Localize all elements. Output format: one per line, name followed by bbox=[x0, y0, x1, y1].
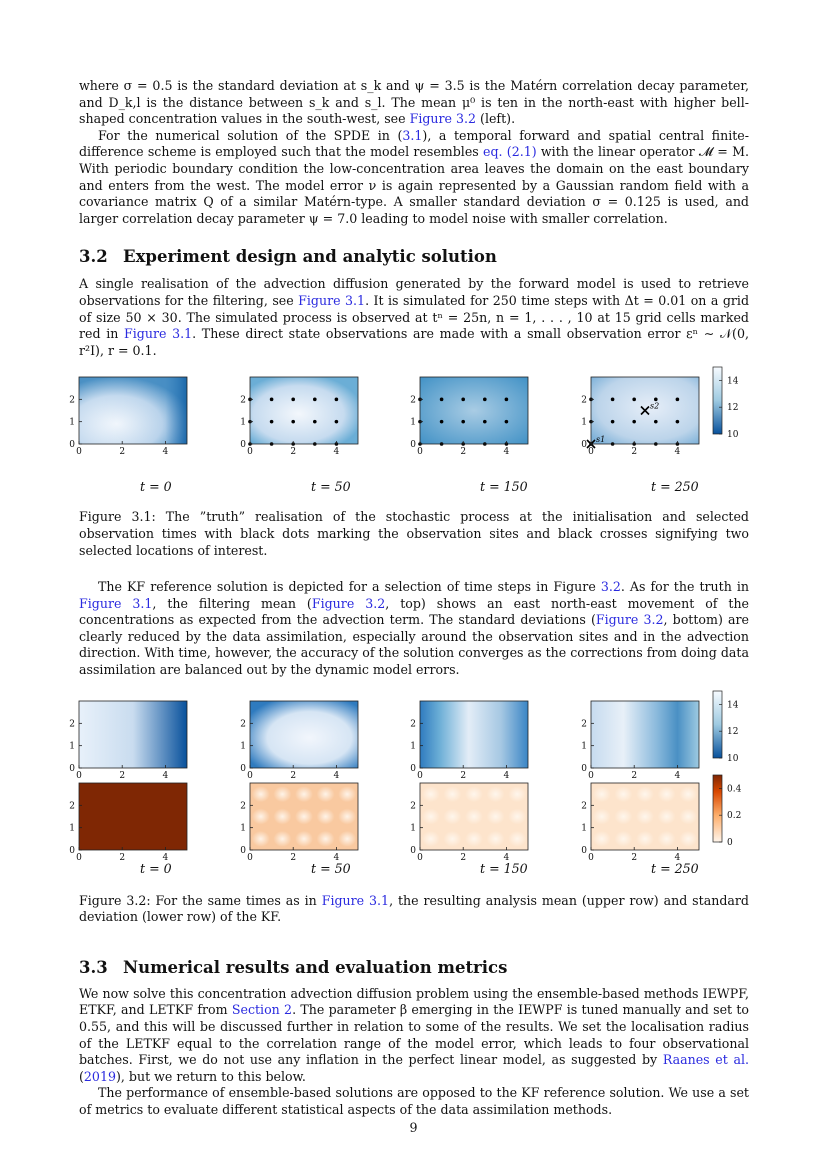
kf-std-spot bbox=[317, 830, 335, 846]
kf-std-spot bbox=[636, 786, 654, 802]
kf-std-ytick-label: 1 bbox=[581, 823, 587, 834]
kf-std-colorbar-label: 0.2 bbox=[727, 810, 742, 821]
truth-xtick-label: 2 bbox=[631, 447, 638, 458]
link-eq-3-1[interactable]: 3.1 bbox=[402, 127, 423, 143]
kf-std-spot bbox=[273, 808, 291, 824]
observation-site bbox=[270, 398, 274, 402]
figure-3-1-svg bbox=[69, 367, 749, 479]
kf-std-spot bbox=[465, 808, 483, 824]
kf-mean-xtick-label: 0 bbox=[76, 770, 82, 781]
kf-std-spot bbox=[338, 830, 356, 846]
kf-mean-xtick-label: 2 bbox=[631, 770, 638, 781]
kf-std-xtick-label: 4 bbox=[333, 852, 340, 863]
kf-std-heatmap bbox=[79, 783, 187, 850]
time-label-t50: t = 50 bbox=[311, 860, 351, 876]
kf-std-spot bbox=[338, 786, 356, 802]
kf-std-xtick-label: 2 bbox=[460, 852, 467, 863]
kf-mean-ytick-label: 2 bbox=[240, 718, 246, 729]
figure-3-2 bbox=[69, 691, 749, 879]
observation-site bbox=[632, 398, 636, 402]
truth-ytick-label: 1 bbox=[410, 417, 416, 428]
truth-colorbar-label: 12 bbox=[727, 403, 739, 414]
kf-std-spot bbox=[295, 830, 313, 846]
section-heading-3-3: 3.3 Numerical results and evaluation metrics bbox=[79, 957, 508, 977]
kf-std-spot bbox=[252, 808, 270, 824]
kf-mean-xtick-label: 4 bbox=[333, 770, 340, 781]
kf-std-colorbar-label: 0.4 bbox=[727, 784, 742, 795]
kf-std-ytick-label: 2 bbox=[581, 800, 587, 811]
kf-std-spot bbox=[614, 830, 632, 846]
kf-std-spot bbox=[317, 786, 335, 802]
kf-std-spot bbox=[614, 786, 632, 802]
location-label: s2 bbox=[650, 401, 660, 411]
kf-panel bbox=[69, 701, 187, 863]
truth-xtick-label: 0 bbox=[417, 447, 423, 458]
kf-mean-xtick-label: 0 bbox=[247, 770, 253, 781]
observation-site bbox=[461, 398, 465, 402]
kf-std-ytick-label: 0 bbox=[581, 845, 587, 856]
truth-xtick-label: 4 bbox=[674, 447, 681, 458]
truth-xtick-label: 4 bbox=[333, 447, 340, 458]
kf-mean-xtick-label: 0 bbox=[588, 770, 594, 781]
truth-ytick-label: 1 bbox=[581, 417, 587, 428]
observation-site bbox=[313, 420, 317, 424]
kf-std-spot bbox=[508, 830, 526, 846]
kf-std-spot bbox=[508, 786, 526, 802]
kf-mean-heatmap bbox=[591, 701, 699, 768]
kf-mean-ytick-label: 1 bbox=[240, 741, 246, 752]
link-figure-3-2c[interactable]: Figure 3.2 bbox=[595, 612, 664, 628]
kf-mean-ytick-label: 0 bbox=[581, 763, 587, 774]
kf-std-spot bbox=[593, 786, 611, 802]
truth-heatmap-overlay bbox=[79, 377, 187, 444]
truth-ytick-label: 2 bbox=[69, 395, 75, 406]
time-label-t0: t = 0 bbox=[140, 860, 172, 876]
paragraph-6: The performance of ensemble-based solutions are opposed to the KF reference solution. We use a set of metrics to evaluate different statistical aspects of the data assimilation methods. bbox=[79, 1085, 749, 1117]
kf-mean-colorbar-label: 12 bbox=[727, 726, 739, 737]
kf-std-spot bbox=[443, 830, 461, 846]
figure-3-1 bbox=[69, 367, 749, 497]
link-eq-2-1[interactable]: eq. (2.1) bbox=[483, 144, 537, 160]
kf-mean-xtick-label: 4 bbox=[162, 770, 169, 781]
observation-site bbox=[270, 420, 274, 424]
figure-3-2-svg bbox=[69, 691, 749, 863]
truth-panel bbox=[410, 377, 528, 457]
kf-std-spot bbox=[508, 808, 526, 824]
kf-std-spot bbox=[443, 808, 461, 824]
kf-std-spot bbox=[317, 808, 335, 824]
truth-xtick-label: 2 bbox=[119, 447, 126, 458]
observation-site bbox=[440, 420, 444, 424]
kf-mean-xtick-label: 2 bbox=[119, 770, 126, 781]
figure-3-1-time-labels bbox=[79, 479, 749, 497]
kf-std-xtick-label: 2 bbox=[119, 852, 126, 863]
kf-mean-heatmap bbox=[420, 701, 528, 768]
kf-mean-ytick-label: 1 bbox=[410, 741, 416, 752]
kf-std-spot bbox=[422, 808, 440, 824]
observation-site bbox=[632, 420, 636, 424]
kf-std-spot bbox=[614, 808, 632, 824]
kf-mean-xtick-label: 4 bbox=[503, 770, 510, 781]
observation-site bbox=[676, 420, 680, 424]
section-heading-3-2: 3.2 Experiment design and analytic solution bbox=[79, 247, 497, 267]
truth-xtick-label: 0 bbox=[247, 447, 253, 458]
kf-std-xtick-label: 0 bbox=[588, 852, 594, 863]
kf-mean-xtick-label: 2 bbox=[460, 770, 467, 781]
truth-ytick-label: 0 bbox=[240, 440, 246, 451]
paragraph-2: For the numerical solution of the SPDE in (3.1), a temporal forward and spatial central finite-difference scheme is employed such that the model resembles eq. (2.1) with the linear operator 𝓜 = M. With periodic boundary condition the low-concentration area leaves the domain on the east boundary and enters from the west. The model error ν is again represented by a Gaussian random field with a covariance matrix Q of a similar Matérn-type. A smaller standard deviation σ = 0.125 is used, and larger correlation decay parameter ψ = 7.0 leading to model noise with smaller correlation. bbox=[79, 127, 749, 226]
kf-std-ytick-label: 1 bbox=[69, 823, 75, 834]
kf-std-xtick-label: 2 bbox=[631, 852, 638, 863]
observation-site bbox=[483, 398, 487, 402]
kf-std-xtick-label: 0 bbox=[247, 852, 253, 863]
link-figure-3-1[interactable]: Figure 3.1 bbox=[298, 292, 366, 308]
time-label-t0: t = 0 bbox=[140, 479, 172, 495]
kf-std-ytick-label: 0 bbox=[69, 845, 75, 856]
truth-xtick-label: 2 bbox=[290, 447, 297, 458]
time-label-t50: t = 50 bbox=[311, 479, 351, 495]
truth-xtick-label: 2 bbox=[460, 447, 467, 458]
link-figure-3-1b[interactable]: Figure 3.1 bbox=[124, 326, 193, 342]
truth-panel bbox=[240, 377, 358, 457]
kf-mean-ytick-label: 2 bbox=[69, 718, 75, 729]
truth-heatmap bbox=[250, 377, 358, 444]
kf-std-ytick-label: 2 bbox=[240, 800, 246, 811]
kf-std-spot bbox=[465, 786, 483, 802]
kf-mean-ytick-label: 1 bbox=[581, 741, 587, 752]
observation-site bbox=[461, 420, 465, 424]
kf-mean-xtick-label: 2 bbox=[290, 770, 297, 781]
kf-mean-heatmap bbox=[79, 701, 187, 768]
truth-ytick-label: 1 bbox=[69, 417, 75, 428]
truth-xtick-label: 0 bbox=[76, 447, 82, 458]
page-number: 9 bbox=[409, 1120, 418, 1135]
kf-panel bbox=[240, 701, 358, 863]
page-body bbox=[69, 78, 750, 1119]
kf-std-spot bbox=[636, 808, 654, 824]
truth-xtick-label: 4 bbox=[503, 447, 510, 458]
kf-std-ytick-label: 0 bbox=[410, 845, 416, 856]
kf-mean-colorbar bbox=[713, 691, 722, 758]
kf-std-spot bbox=[658, 808, 676, 824]
figure-3-2-time-labels bbox=[79, 861, 749, 879]
kf-std-colorbar bbox=[713, 775, 722, 842]
kf-std-spot bbox=[658, 830, 676, 846]
paragraph-5: We now solve this concentration advection diffusion problem using the ensemble-based methods IEWPF, ETKF, and LETKF from Section 2. The parameter β emerging in the IEWPF is tuned manually and set to 0.55, and this will be discussed further in relation to some of the results. We set the localisation radius of the LETKF equal to the correlation range of the model error, which leads to four observational batches. First, we do not use any inflation in the perfect linear model, as suggested by Raanes et al. (2019), but we return to this below. bbox=[79, 985, 749, 1084]
kf-mean-xtick-label: 0 bbox=[417, 770, 423, 781]
truth-colorbar bbox=[713, 367, 722, 434]
kf-std-spot bbox=[487, 830, 505, 846]
truth-colorbar-label: 14 bbox=[727, 376, 739, 387]
link-3-2[interactable]: 3.2 bbox=[600, 579, 621, 595]
kf-mean-ytick-label: 1 bbox=[69, 741, 75, 752]
kf-std-ytick-label: 2 bbox=[410, 800, 416, 811]
kf-std-spot bbox=[487, 786, 505, 802]
truth-panel bbox=[581, 377, 699, 457]
kf-std-spot bbox=[636, 830, 654, 846]
link-2019[interactable]: 2019 bbox=[83, 1068, 116, 1084]
kf-std-spot bbox=[338, 808, 356, 824]
kf-std-spot bbox=[295, 808, 313, 824]
observation-site bbox=[440, 398, 444, 402]
time-label-t150: t = 150 bbox=[480, 860, 528, 876]
figure-3-1-caption: Figure 3.1: The ”truth” realisation of the stochastic process at the initialisation and selected observation times with black dots marking the observation sites and black crosses signifying two selected locations of interest. bbox=[79, 509, 749, 558]
kf-mean-xtick-label: 4 bbox=[674, 770, 681, 781]
time-label-t150: t = 150 bbox=[480, 479, 528, 495]
kf-std-spot bbox=[593, 808, 611, 824]
kf-std-spot bbox=[658, 786, 676, 802]
kf-std-xtick-label: 4 bbox=[503, 852, 510, 863]
kf-std-spot bbox=[252, 830, 270, 846]
observation-site bbox=[335, 398, 339, 402]
kf-mean-ytick-label: 0 bbox=[240, 763, 246, 774]
truth-ytick-label: 0 bbox=[410, 440, 416, 451]
location-label: s1 bbox=[596, 435, 606, 445]
kf-std-xtick-label: 0 bbox=[417, 852, 423, 863]
truth-heatmap bbox=[420, 377, 528, 444]
kf-std-spot bbox=[465, 830, 483, 846]
kf-std-spot bbox=[487, 808, 505, 824]
truth-ytick-label: 2 bbox=[410, 395, 416, 406]
time-label-t250: t = 250 bbox=[651, 479, 699, 495]
truth-ytick-label: 2 bbox=[581, 395, 587, 406]
kf-std-spot bbox=[679, 830, 697, 846]
kf-std-spot bbox=[593, 830, 611, 846]
kf-mean-colorbar-label: 14 bbox=[727, 700, 739, 711]
truth-ytick-label: 0 bbox=[581, 440, 587, 451]
observation-site bbox=[505, 420, 509, 424]
kf-std-colorbar-label: 0 bbox=[727, 837, 733, 848]
link-figure-3-1d[interactable]: Figure 3.1 bbox=[321, 892, 390, 908]
link-raanes[interactable]: Raanes et al. bbox=[662, 1052, 749, 1068]
kf-std-spot bbox=[273, 786, 291, 802]
kf-std-xtick-label: 4 bbox=[674, 852, 681, 863]
kf-mean-ytick-label: 0 bbox=[69, 763, 75, 774]
kf-std-spot bbox=[443, 786, 461, 802]
observation-site bbox=[291, 398, 295, 402]
observation-site bbox=[676, 398, 680, 402]
kf-panel bbox=[410, 701, 528, 863]
kf-std-ytick-label: 1 bbox=[410, 823, 416, 834]
truth-ytick-label: 0 bbox=[69, 440, 75, 451]
truth-xtick-label: 4 bbox=[162, 447, 169, 458]
observation-site bbox=[291, 420, 295, 424]
paragraph-3: A single realisation of the advection diffusion generated by the forward model is used to retrieve observations for the filtering, see Figure 3.1. It is simulated for 250 time steps with Δt = 0.01 on a grid of size 50 × 30. The simulated process is observed at tⁿ = 25n, n = 1, . . . , 10 at 15 grid cells marked red in Figure 3.1. These direct state observations are made with a small observation error εⁿ ∼ 𝒩(0, r²I), r = 0.1. bbox=[79, 276, 750, 358]
link-section-2[interactable]: Section 2 bbox=[231, 1002, 293, 1018]
observation-site bbox=[335, 420, 339, 424]
kf-std-xtick-label: 4 bbox=[162, 852, 169, 863]
link-figure-3-1c[interactable]: Figure 3.1 bbox=[79, 595, 153, 611]
kf-std-spot bbox=[422, 830, 440, 846]
kf-std-spot bbox=[273, 830, 291, 846]
observation-site bbox=[611, 420, 615, 424]
link-figure-3-2[interactable]: Figure 3.2 bbox=[409, 111, 477, 127]
kf-panel bbox=[581, 701, 699, 863]
kf-std-xtick-label: 0 bbox=[76, 852, 82, 863]
kf-mean-ytick-label: 0 bbox=[410, 763, 416, 774]
paragraph-1: where σ = 0.5 is the standard deviation at s_k and ψ = 3.5 is the Matérn correlation decay parameter, and D_k,l is the distance between s_k and s_l. The mean μ⁰ is ten in the north-east with higher bell-shaped concentration values in the south-west, see Figure 3.2 (left). bbox=[79, 78, 749, 127]
truth-ytick-label: 2 bbox=[240, 395, 246, 406]
kf-mean-ytick-label: 2 bbox=[581, 718, 587, 729]
figure-3-2-caption: Figure 3.2: For the same times as in Figure 3.1, the resulting analysis mean (upper row) and standard deviation (lower row) of the KF. bbox=[79, 892, 749, 925]
time-label-t250: t = 250 bbox=[651, 860, 699, 876]
kf-std-spot bbox=[252, 786, 270, 802]
kf-std-spot bbox=[679, 786, 697, 802]
kf-std-xtick-label: 2 bbox=[290, 852, 297, 863]
kf-mean-ytick-label: 2 bbox=[410, 718, 416, 729]
kf-std-spot bbox=[295, 786, 313, 802]
kf-std-ytick-label: 1 bbox=[240, 823, 246, 834]
kf-mean-colorbar-label: 10 bbox=[727, 753, 739, 764]
link-figure-3-2b[interactable]: Figure 3.2 bbox=[311, 595, 386, 611]
observation-site bbox=[505, 398, 509, 402]
truth-xtick-label: 0 bbox=[588, 447, 594, 458]
kf-std-ytick-label: 2 bbox=[69, 800, 75, 811]
observation-site bbox=[654, 420, 658, 424]
kf-mean-heatmap bbox=[250, 701, 358, 768]
observation-site bbox=[313, 398, 317, 402]
kf-std-spot bbox=[422, 786, 440, 802]
truth-ytick-label: 1 bbox=[240, 417, 246, 428]
paragraph-4: The KF reference solution is depicted for a selection of time steps in Figure 3.2. As for the truth in Figure 3.1, the filtering mean (Figure 3.2, top) shows an east north-east movement of the concentrations as expected from the advection term. The standard deviations (Figure 3.2, bottom) are clearly reduced by the data assimilation, especially around the observation sites and in the advection direction. With time, however, the accuracy of the solution converges as the corrections from doing data assimilation are balanced out by the dynamic model errors. bbox=[79, 579, 750, 678]
truth-colorbar-label: 10 bbox=[727, 430, 739, 441]
kf-std-spot bbox=[679, 808, 697, 824]
observation-site bbox=[611, 398, 615, 402]
kf-std-ytick-label: 0 bbox=[240, 845, 246, 856]
truth-panel bbox=[69, 377, 187, 457]
observation-site bbox=[483, 420, 487, 424]
